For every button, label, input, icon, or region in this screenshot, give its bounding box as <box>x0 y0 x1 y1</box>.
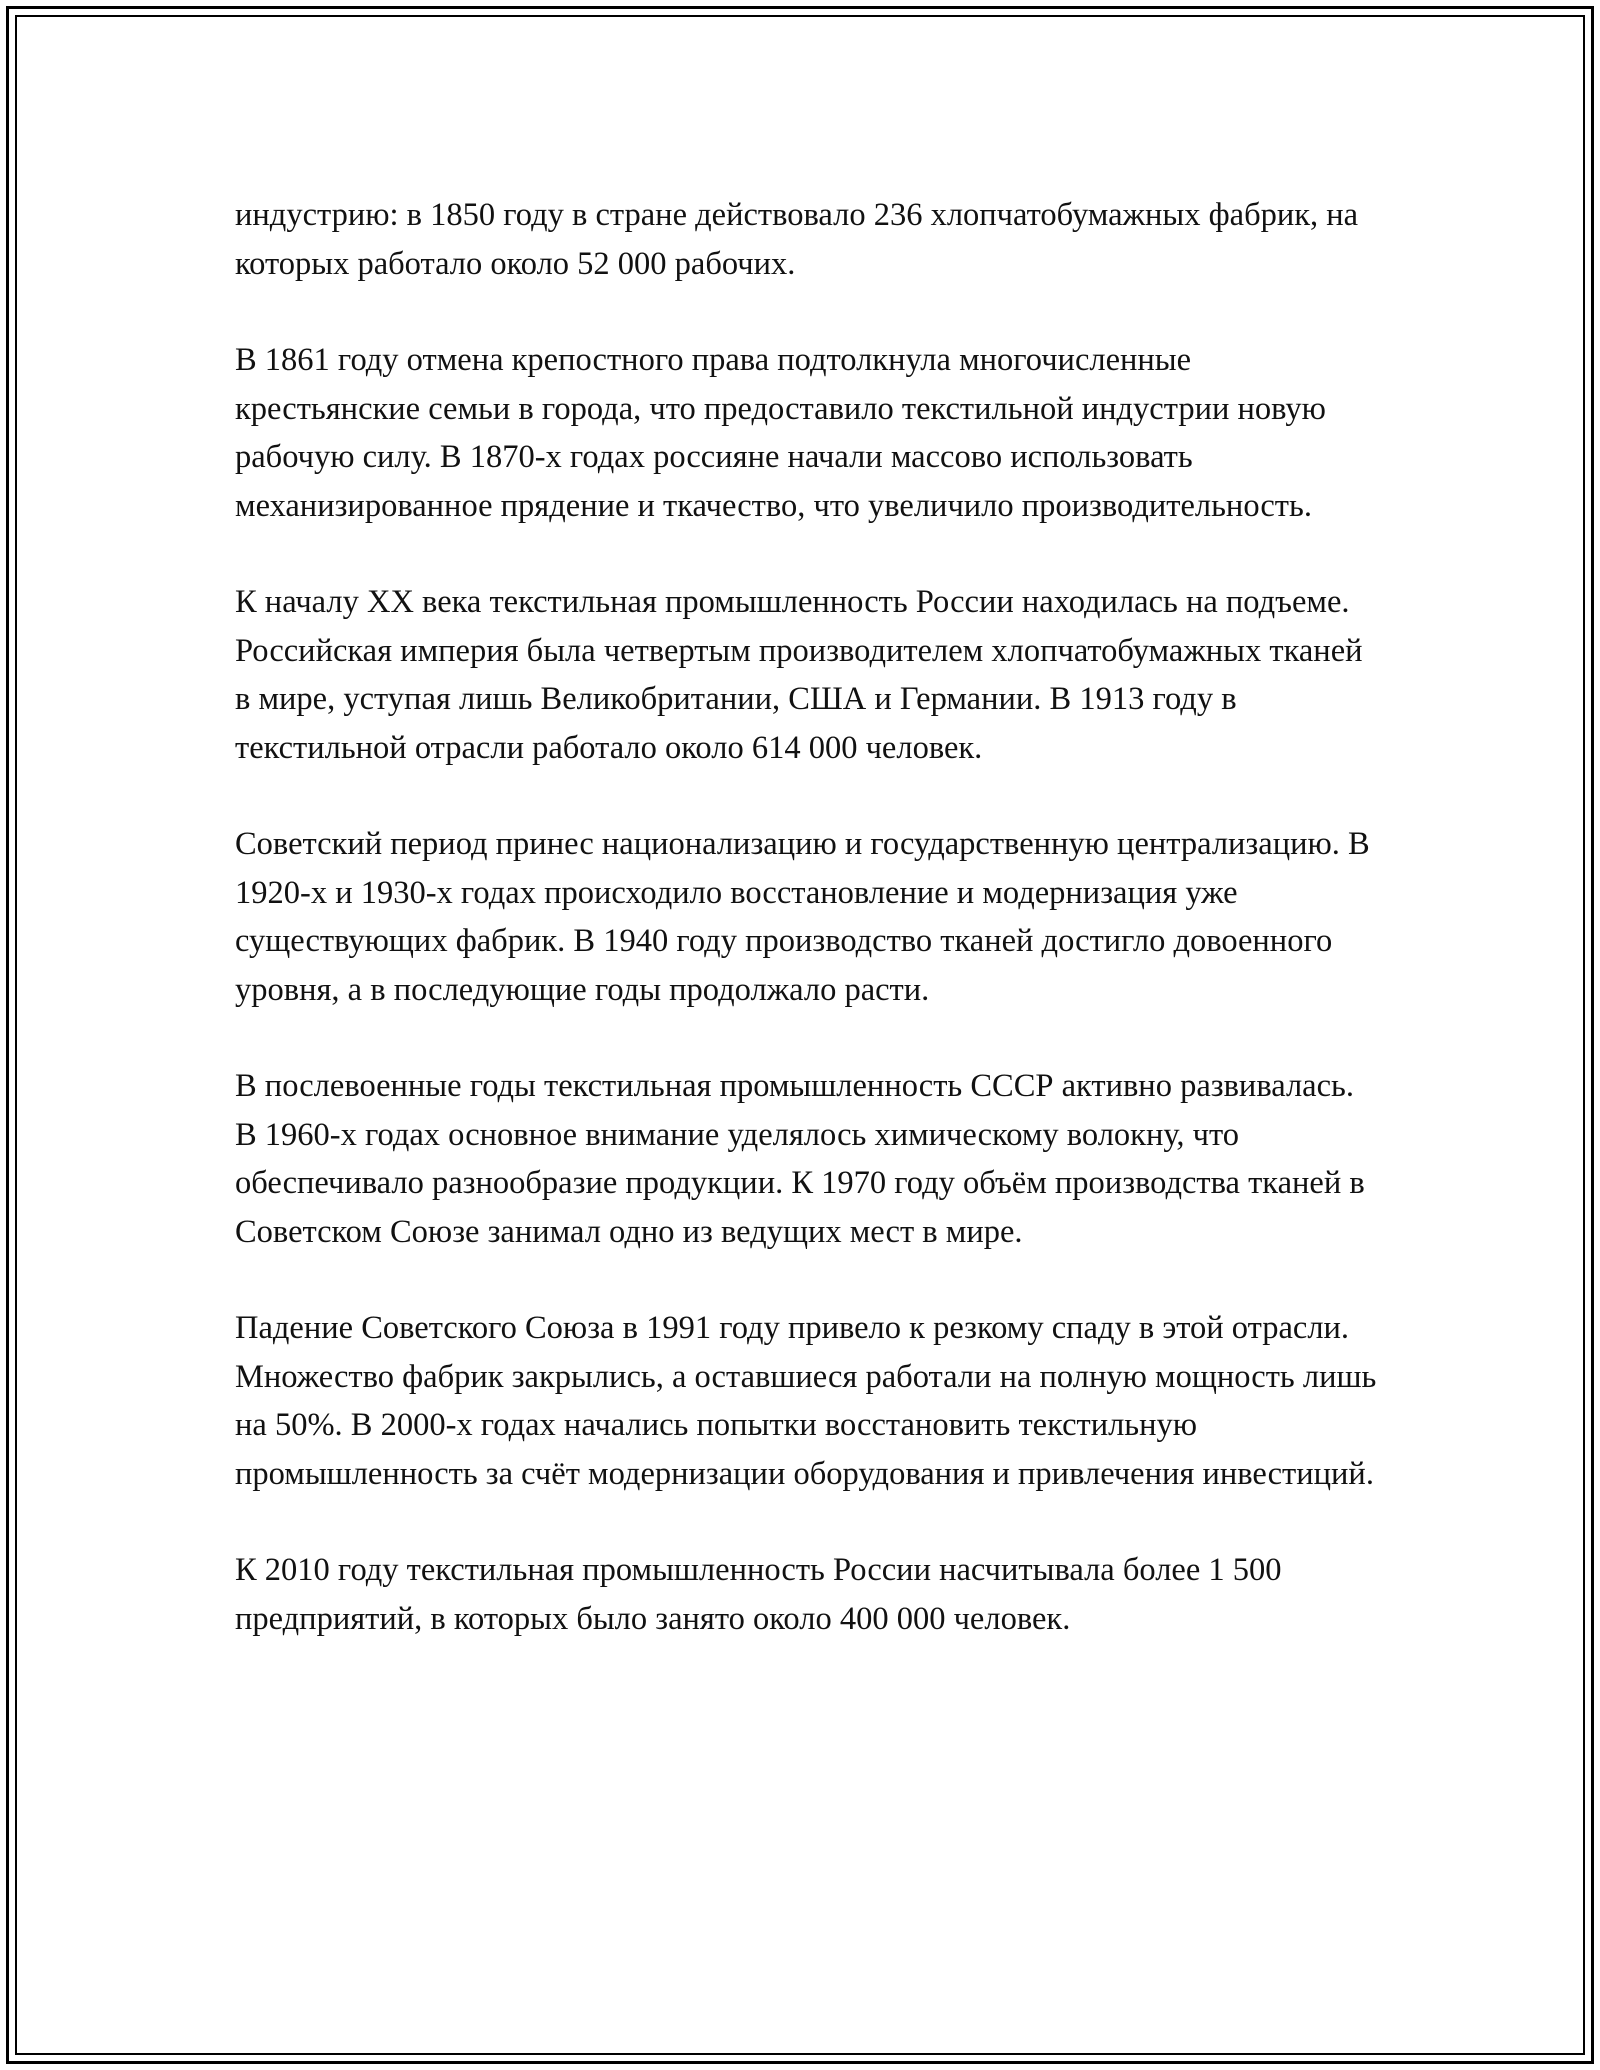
paragraph-3: К началу XX века текстильная промышленность России находилась на подъеме. Российская империя была четвертым производителем хлопчатобумажных тканей в мире, уступая лишь Великобритании, США и Германии. В 1913 году в текстильной отрасли работало около 614 000 человек. <box>235 584 1363 766</box>
paragraph-7: К 2010 году текстильная промышленность России насчитывала более 1 500 предприятий, в которых было занято около 400 000 человек. <box>235 1552 1282 1637</box>
paragraph-5: В послевоенные годы текстильная промышленность СССР активно развивалась. В 1960-х годах основное внимание уделялось химическому волокну, что обеспечивало разнообразие продукции. К 1970 году объём производства тканей в Советском Союзе занимал одно из ведущих мест в мире. <box>235 1068 1365 1250</box>
paragraph-2: В 1861 году отмена крепостного права подтолкнула многочисленные крестьянские семьи в города, что предоставило текстильной индустрии новую рабочую силу. В 1870-х годах россияне начали массово использовать механизированное прядение и ткачество, что увеличило производительность. <box>235 342 1326 524</box>
paragraph-6: Падение Советского Союза в 1991 году привело к резкому спаду в этой отрасли. Множество фабрик закрылись, а оставшиеся работали на полную мощность лишь на 50%. В 2000-х годах начались попытки восстановить текстильную промышленность за счёт модернизации оборудования и привлечения инвестиций. <box>235 1310 1377 1492</box>
document-body <box>235 191 1380 1691</box>
paragraph-4: Советский период принес национализацию и государственную централизацию. В 1920-х и 1930-х годах происходило восстановление и модернизация уже существующих фабрик. В 1940 году производство тканей достигло довоенного уровня, а в последующие годы продолжало расти. <box>235 826 1370 1008</box>
paragraph-1: индустрию: в 1850 году в стране действовало 236 хлопчатобумажных фабрик, на которых работало около 52 000 рабочих. <box>235 197 1359 282</box>
